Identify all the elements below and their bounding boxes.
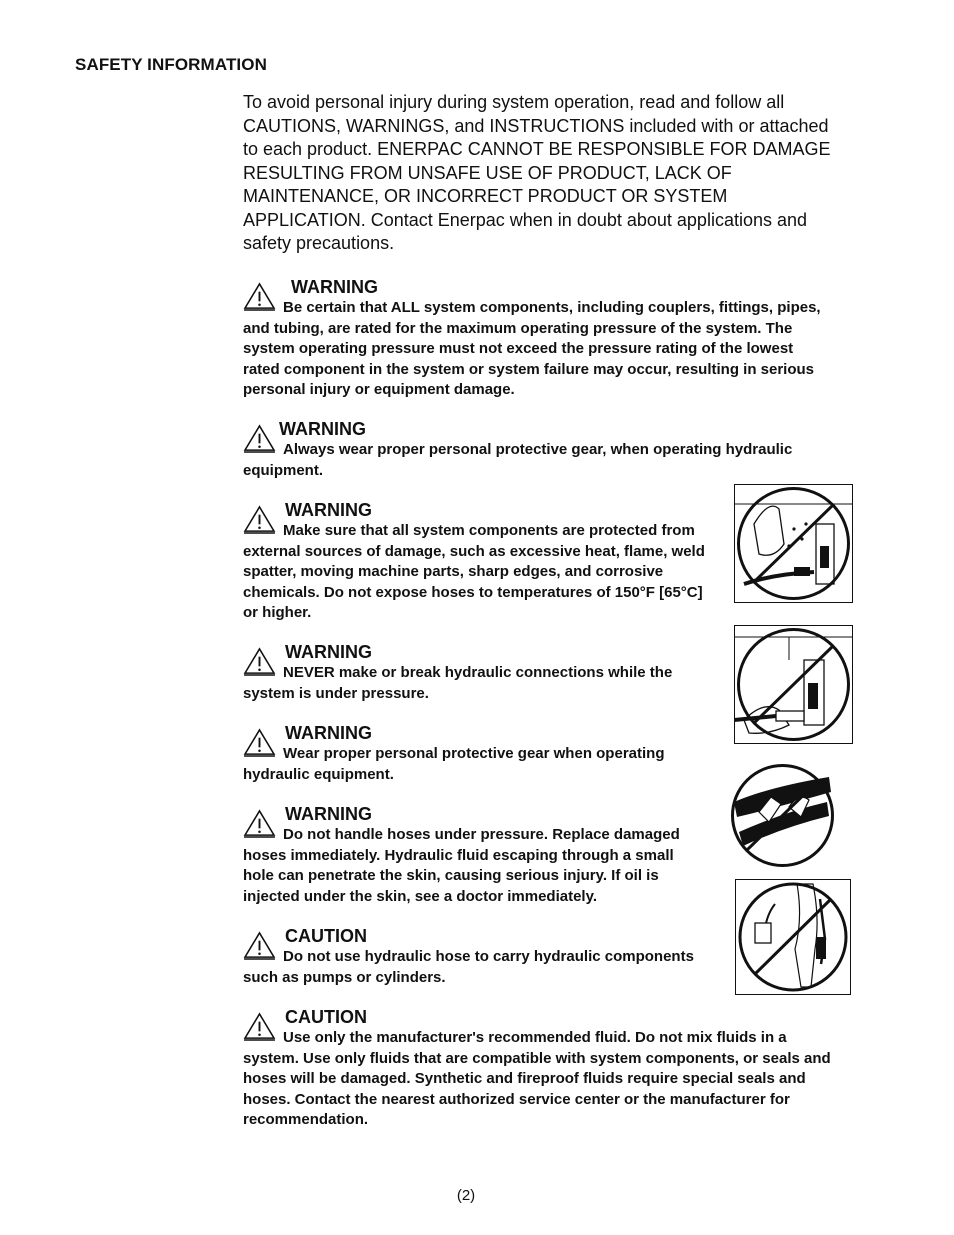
notice-line: system. Use only fluids that are compatible with system components, or seals and bbox=[243, 1049, 831, 1067]
intro-line: safety precautions. bbox=[243, 233, 395, 253]
warning-block bbox=[243, 643, 713, 704]
notice-line: Use only the manufacturer's recommended fluid. Do not mix fluids in a bbox=[283, 1029, 787, 1046]
warning-block bbox=[243, 724, 713, 785]
prohibited-heat-damage-illustration bbox=[734, 484, 853, 603]
notice-line: NEVER make or break hydraulic connections while the bbox=[283, 664, 673, 681]
notice-line: hydraulic equipment. bbox=[243, 765, 394, 783]
intro-line: RESULTING FROM UNSAFE USE OF PRODUCT, LACK OF bbox=[243, 162, 732, 183]
warning-triangle-icon bbox=[243, 728, 276, 757]
notice-heading: WARNING bbox=[285, 642, 372, 662]
notice-line: equipment. bbox=[243, 461, 324, 479]
notice-line: system operating pressure must not exceed the pressure rating of the lowest bbox=[243, 340, 794, 357]
intro-paragraph bbox=[243, 91, 855, 256]
notice-line: spatter, moving machine parts, sharp edges, and corrosive bbox=[243, 563, 664, 580]
notice-heading: CAUTION bbox=[285, 926, 367, 946]
notice-line: system is under pressure. bbox=[243, 684, 429, 702]
notice-line: Do not use hydraulic hose to carry hydraulic components bbox=[283, 948, 694, 965]
intro-line: MAINTENANCE, OR INCORRECT PRODUCT OR SYSTEM bbox=[243, 186, 728, 206]
warning-triangle-icon bbox=[243, 505, 276, 534]
prohibited-carry-by-hose-illustration bbox=[735, 879, 851, 995]
notice-line: hoses will be damaged. Synthetic and fireproof fluids require special seals and bbox=[243, 1070, 806, 1087]
warning-block bbox=[243, 805, 713, 907]
notice-line: injected under the skin, see a doctor immediately. bbox=[243, 887, 597, 905]
notice-line: external sources of damage, such as excessive heat, flame, weld bbox=[243, 542, 705, 560]
page-number: (2) bbox=[456, 1187, 476, 1204]
warning-triangle-icon bbox=[243, 931, 276, 960]
notice-line: Wear proper personal protective gear when operating bbox=[283, 745, 665, 762]
notice-line: hoses. Contact the nearest authorized service center or the manufacturer for bbox=[243, 1090, 790, 1108]
warning-triangle-icon bbox=[243, 809, 276, 838]
notice-line: or higher. bbox=[243, 604, 312, 621]
warning-triangle-icon bbox=[243, 1012, 276, 1041]
warning-triangle-icon bbox=[243, 282, 276, 311]
notice-line: hoses immediately. Hydraulic fluid escaping through a small bbox=[243, 846, 674, 864]
notice-heading: WARNING bbox=[285, 723, 372, 743]
notice-line: recommendation. bbox=[243, 1111, 369, 1128]
notice-line: rated component in the system or system failure may occur, resulting in serious bbox=[243, 360, 815, 378]
warning-triangle-icon bbox=[243, 647, 276, 676]
intro-line: CAUTIONS, WARNINGS, and INSTRUCTIONS included with or attached bbox=[243, 115, 829, 136]
prohibited-connection-illustration bbox=[734, 625, 853, 744]
notice-heading: WARNING bbox=[291, 277, 378, 297]
notice-line: and tubing, are rated for the maximum operating pressure of the system. The bbox=[243, 319, 793, 337]
notice-heading: WARNING bbox=[279, 419, 366, 439]
notice-line: Be certain that ALL system components, including couplers, fittings, pipes, bbox=[283, 299, 821, 316]
notice-line: Make sure that all system components are protected from bbox=[283, 522, 695, 539]
warning-block bbox=[243, 420, 855, 481]
prohibited-hose-handling-illustration bbox=[729, 762, 836, 869]
intro-line: APPLICATION. Contact Enerpac when in doubt about applications and bbox=[243, 209, 808, 230]
notice-line: Do not handle hoses under pressure. Replace damaged bbox=[283, 826, 680, 843]
notice-line: Always wear proper personal protective gear, when operating hydraulic bbox=[283, 441, 793, 458]
section-title: SAFETY INFORMATION bbox=[75, 55, 267, 74]
notice-line: such as pumps or cylinders. bbox=[243, 968, 446, 986]
notice-heading: CAUTION bbox=[285, 1007, 367, 1027]
notice-line: personal injury or equipment damage. bbox=[243, 381, 515, 398]
warning-block bbox=[243, 278, 855, 401]
notice-line: hole can penetrate the skin, causing serious injury. If oil is bbox=[243, 867, 659, 884]
intro-line: To avoid personal injury during system operation, read and follow all bbox=[243, 92, 785, 112]
caution-block bbox=[243, 1008, 883, 1131]
notice-heading: WARNING bbox=[285, 500, 372, 520]
caution-block bbox=[243, 927, 723, 988]
notice-heading: WARNING bbox=[285, 804, 372, 824]
intro-line: to each product. ENERPAC CANNOT BE RESPONSIBLE FOR DAMAGE bbox=[243, 139, 831, 159]
notice-line: chemicals. Do not expose hoses to temperatures of 150°F [65°C] bbox=[243, 583, 703, 601]
warning-block bbox=[243, 501, 733, 624]
warning-triangle-icon bbox=[243, 424, 276, 453]
